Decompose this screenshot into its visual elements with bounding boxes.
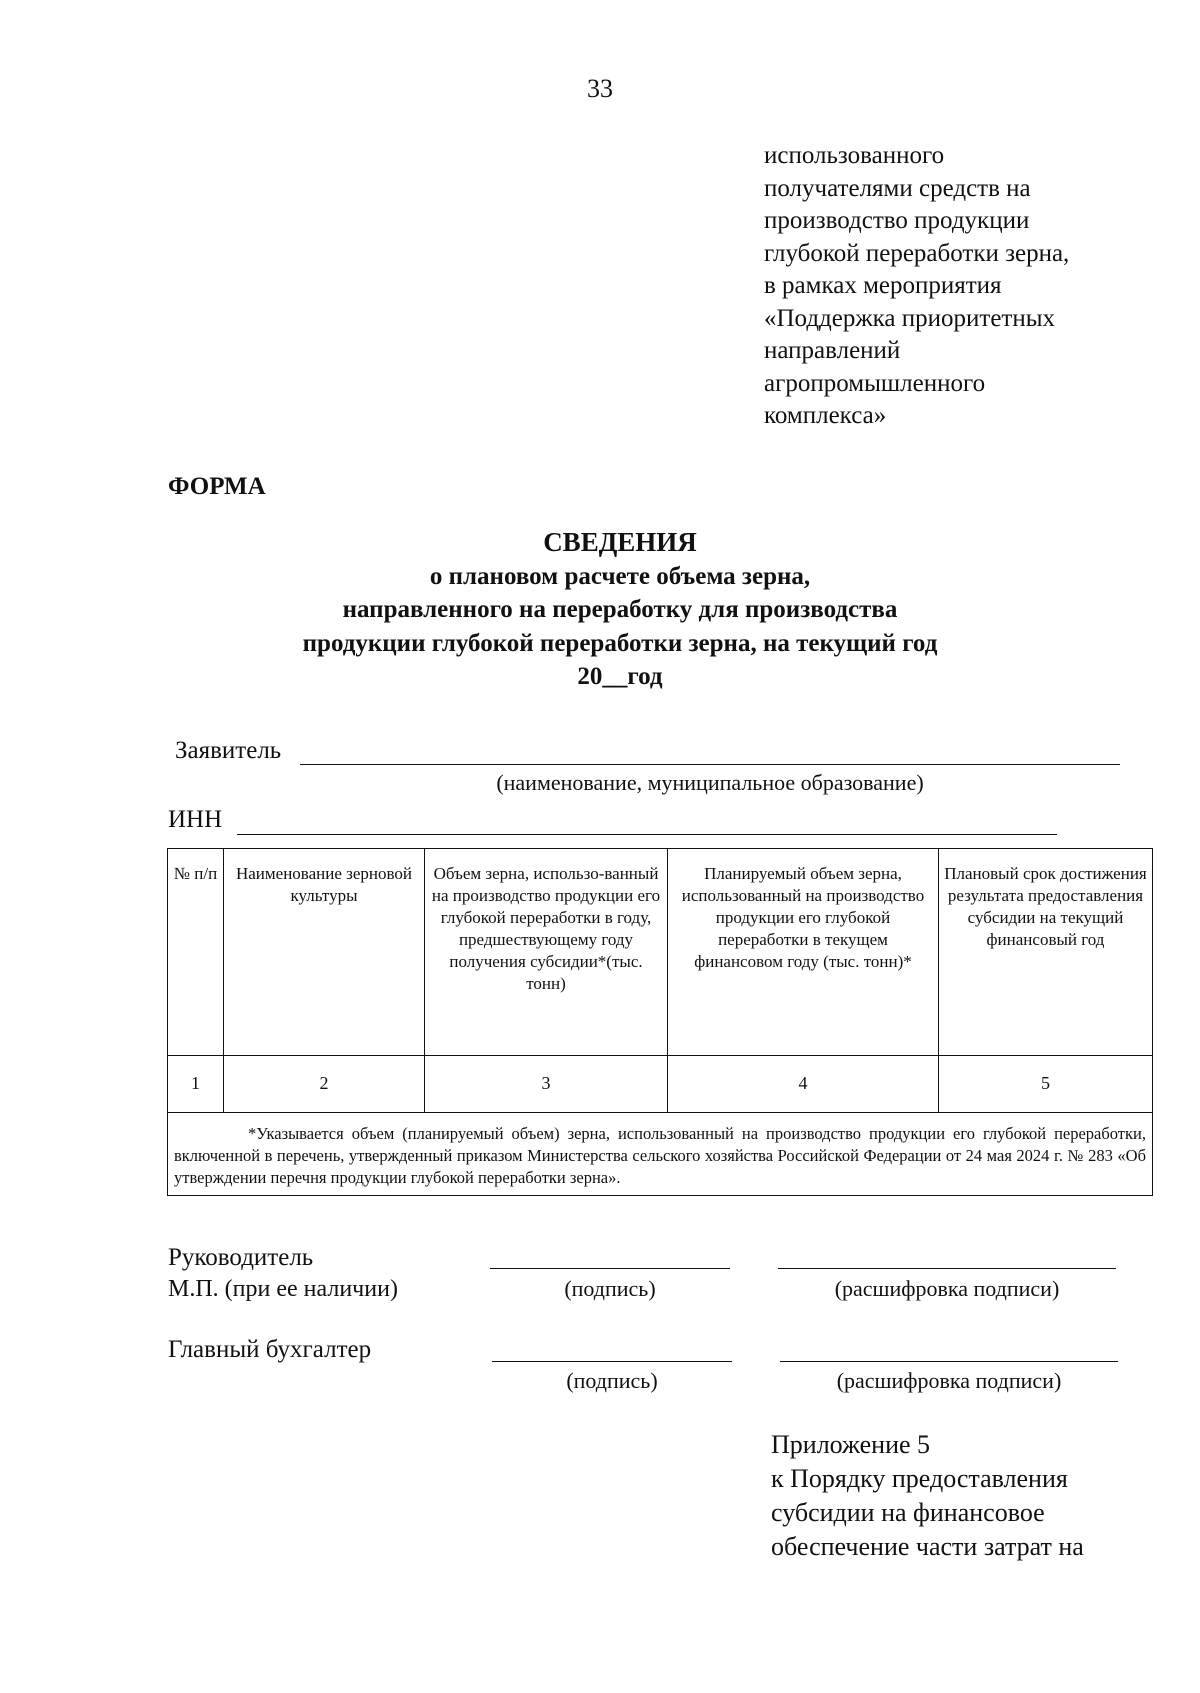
title-line: 20__год bbox=[577, 663, 663, 690]
header-continuation bbox=[764, 140, 1164, 433]
footnote-text: *Указывается объем (планируемый объем) зерна, использованный на производство продукции его глубокой переработки, включенной в перечень, утвержденный приказом Министерства сельского хозяйства Российской Федерации от 24 мая 2024 г. № 283 «Об утверждении перечня продукции глубокой переработки зерна». bbox=[174, 1124, 1146, 1187]
head-decryption-line[interactable] bbox=[778, 1268, 1116, 1269]
document-title bbox=[150, 526, 1090, 694]
table-header-row bbox=[168, 849, 1153, 1056]
header-cell: Наименование зерновой культуры bbox=[224, 849, 425, 1056]
footnote-row bbox=[168, 1113, 1153, 1196]
head-signature-line[interactable] bbox=[490, 1268, 730, 1269]
head-label: Руководитель bbox=[168, 1244, 314, 1271]
accountant-signature-caption: (подпись) bbox=[566, 1368, 658, 1393]
header-cell: Объем зерна, использо-ванный на производство продукции его глубокой переработки в году, предшествующему году получения субсидии*(тыс. тонн) bbox=[425, 849, 668, 1056]
data-table bbox=[167, 848, 1153, 1196]
applicant-label: Заявитель bbox=[175, 737, 282, 764]
header-line: направлений bbox=[764, 337, 901, 364]
table-cell[interactable]: 4 bbox=[668, 1056, 939, 1113]
header-line: агропромышленного bbox=[764, 369, 986, 397]
title-line: направленного на переработку для производства bbox=[342, 596, 898, 623]
form-label: ФОРМА bbox=[168, 473, 266, 500]
header-line: производство продукции bbox=[764, 207, 1030, 234]
accountant-signature-line[interactable] bbox=[492, 1361, 732, 1362]
table-cell: 1 bbox=[168, 1056, 224, 1113]
accountant-decryption-caption: (расшифровка подписи) bbox=[836, 1368, 1062, 1393]
header-line: в рамках мероприятия bbox=[764, 272, 1002, 299]
appendix-line: Приложение 5 bbox=[771, 1430, 931, 1459]
accountant-label: Главный бухгалтер bbox=[168, 1336, 372, 1363]
applicant-field-line[interactable] bbox=[300, 764, 1120, 765]
header-cell: Плановый срок достижения результата предоставления субсидии на текущий финансовый год bbox=[939, 849, 1153, 1056]
page-number: 33 bbox=[587, 74, 613, 103]
appendix-line: к Порядку предоставления bbox=[771, 1464, 1068, 1493]
appendix-block bbox=[771, 1428, 1171, 1564]
title-line: продукции глубокой переработки зерна, на текущий год bbox=[302, 629, 938, 657]
table-cell[interactable]: 5 bbox=[939, 1056, 1153, 1113]
applicant-caption: (наименование, муниципальное образование) bbox=[496, 770, 924, 795]
header-line: «Поддержка приоритетных bbox=[764, 304, 1056, 332]
inn-label: ИНН bbox=[168, 806, 223, 833]
table-cell[interactable]: 3 bbox=[425, 1056, 668, 1113]
head-signature-caption: (подпись) bbox=[564, 1276, 656, 1301]
stamp-label: М.П. (при ее наличии) bbox=[168, 1276, 398, 1302]
table-cell[interactable]: 2 bbox=[224, 1056, 425, 1113]
appendix-line: субсидии на финансовое bbox=[771, 1498, 1045, 1527]
header-line: использованного bbox=[764, 142, 945, 169]
accountant-decryption-line[interactable] bbox=[780, 1361, 1118, 1362]
header-cell: Планируемый объем зерна, использованный на производство продукции его глубокой переработки в текущем финансовом году (тыс. тонн)* bbox=[668, 849, 939, 1056]
title-main: СВЕДЕНИЯ bbox=[543, 527, 697, 557]
header-cell: № п/п bbox=[168, 849, 224, 1056]
header-line: получателями средств на bbox=[764, 174, 1031, 202]
appendix-line: обеспечение части затрат на bbox=[771, 1532, 1084, 1561]
header-line: комплекса» bbox=[764, 402, 887, 429]
footnote-cell bbox=[168, 1113, 1153, 1196]
head-decryption-caption: (расшифровка подписи) bbox=[834, 1276, 1060, 1301]
inn-field-line[interactable] bbox=[237, 834, 1057, 835]
header-line: глубокой переработки зерна, bbox=[764, 239, 1070, 267]
title-line: о плановом расчете объема зерна, bbox=[429, 562, 811, 590]
table-row bbox=[168, 1056, 1153, 1113]
